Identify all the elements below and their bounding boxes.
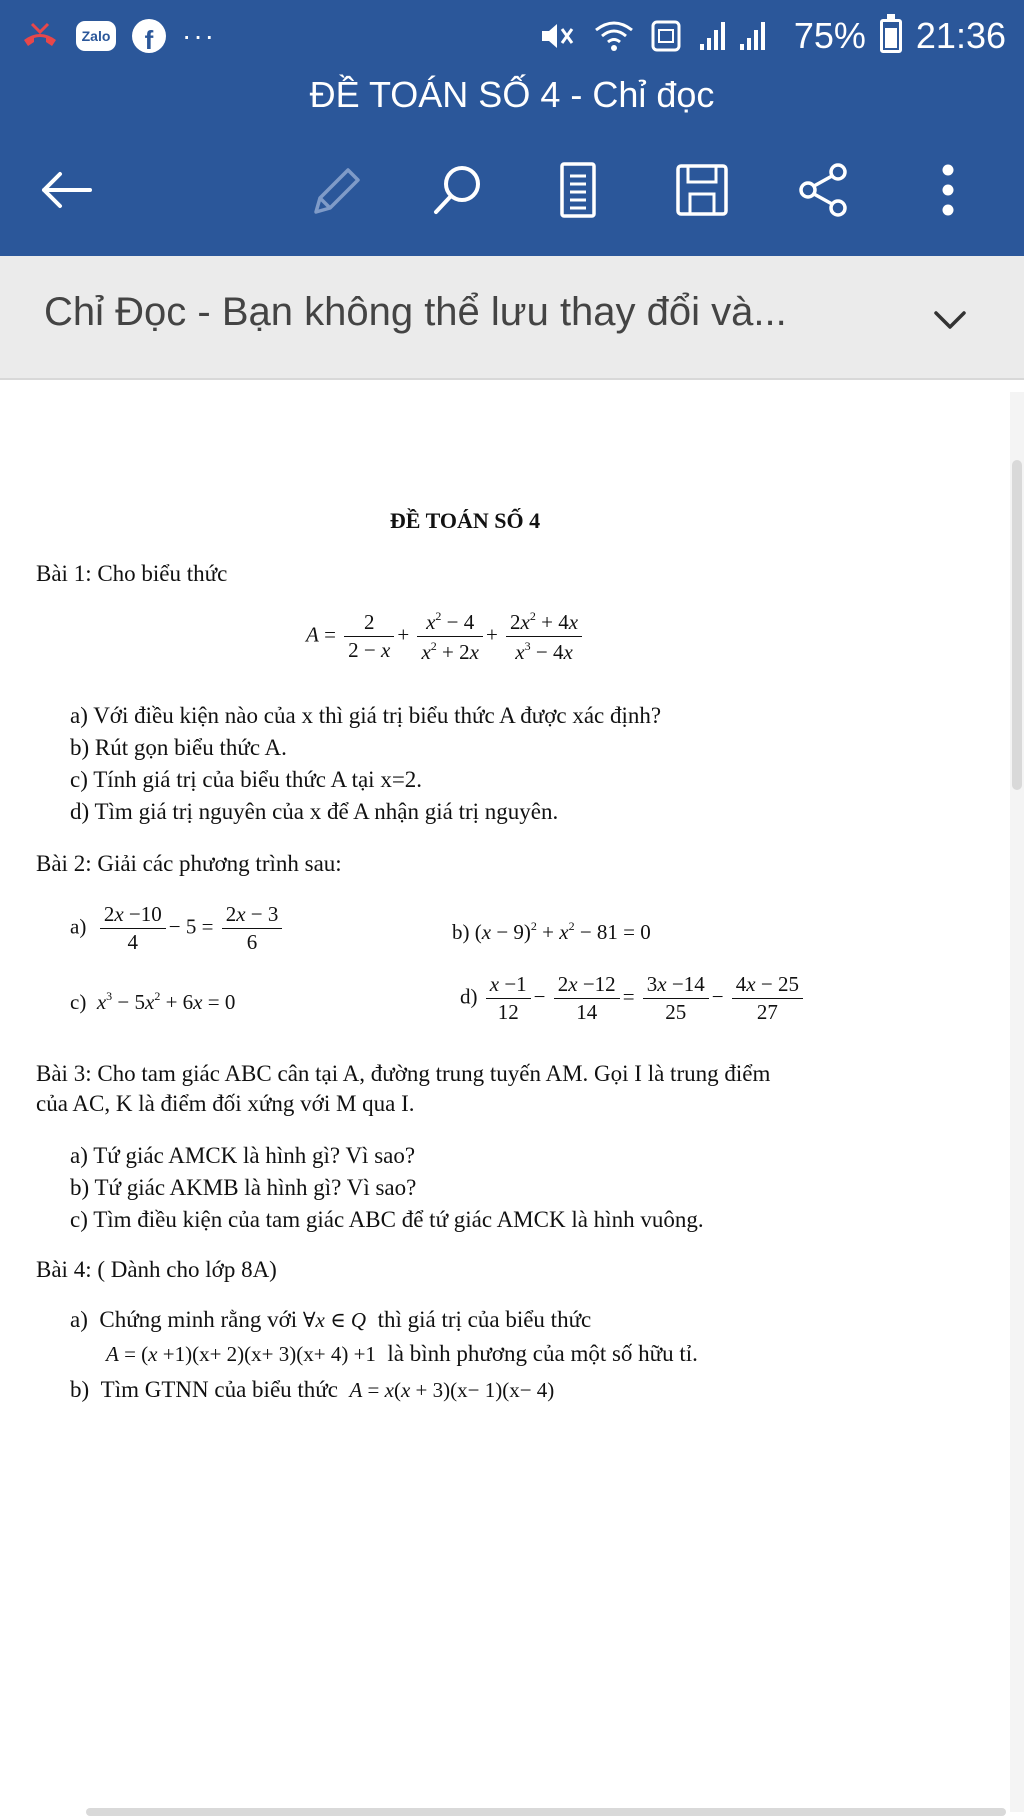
bai1-item-c: c) Tính giá trị của biểu thức A tại x=2. [70, 767, 423, 792]
bai2-equation-c: c) $x^3 - 5x^2 + 6x = 0$ [70, 989, 236, 1014]
expand-banner-button[interactable] [926, 296, 974, 344]
bai1-heading: Bài 1: Cho biểu thức [36, 561, 228, 586]
mute-icon [538, 18, 578, 54]
edit-pencil-icon [308, 162, 364, 218]
bai4-item-a-line2: A = (x +1)(x+ 2)(x+ 3)(x+ 4) +1 là bình phương của một số hữu tỉ. [106, 1341, 698, 1366]
back-arrow-icon [38, 168, 94, 212]
missed-call-icon [20, 18, 60, 54]
bai4-b-text: Tìm GTNN của biểu thức [100, 1377, 338, 1402]
read-only-banner[interactable] [0, 256, 1024, 380]
signal-icon [696, 18, 780, 54]
bai1-item-a: a) Với điều kiện nào của x thì giá trị biểu thức A được xác định? [70, 703, 662, 728]
zalo-icon: Zalo [76, 21, 116, 51]
bai2-equation-a: a) $\frac{2x -10}{4}$ − 5 = $\frac{2x - 3}{6}$ [70, 904, 285, 953]
vertical-scrollbar-thumb[interactable] [1012, 460, 1022, 790]
reading-view-button[interactable] [538, 150, 618, 230]
battery-percent: 75% [793, 15, 866, 56]
toolbar [0, 150, 1024, 230]
bai4-item-a: a) Chứng minh rằng với ∀x ∈ Q thì giá trị của biểu thức [70, 1307, 592, 1332]
wifi-icon [592, 18, 636, 54]
share-button[interactable] [784, 150, 864, 230]
status-bar [0, 0, 1024, 72]
back-button[interactable] [26, 150, 106, 230]
bai1-item-d: d) Tìm giá trị nguyên của x để A nhận giá trị nguyên. [70, 799, 559, 824]
bai3-heading-line1: Bài 3: Cho tam giác ABC cân tại A, đường trung tuyến AM. Gọi I là trung điểm [36, 1061, 771, 1086]
bai2-heading: Bài 2: Giải các phương trình sau: [36, 851, 342, 876]
more-options-button[interactable] [908, 150, 988, 230]
bai3-item-a: a) Tứ giác AMCK là hình gì? Vì sao? [70, 1143, 416, 1168]
search-icon [430, 162, 486, 218]
status-left [20, 16, 216, 56]
app-header [0, 0, 1024, 256]
chevron-down-icon [932, 308, 968, 332]
bai1-item-b: b) Rút gọn biểu thức A. [70, 735, 287, 760]
read-only-message: Chỉ Đọc - Bạn không thể lưu thay đổi và... [44, 290, 787, 334]
bai4-a-text: thì giá trị của biểu thức [377, 1307, 592, 1332]
battery-icon [880, 19, 902, 53]
bai4-item-b: b) Tìm GTNN của biểu thức A = x(x + 3)(x− 1)(x− 4) [70, 1377, 555, 1402]
more-options-icon [938, 162, 958, 218]
horizontal-scrollbar[interactable] [86, 1808, 1006, 1816]
bai4-a-text2: là bình phương của một số hữu tỉ. [387, 1341, 698, 1366]
save-icon [672, 160, 732, 220]
bai2-equation-d: d) $\frac{x -1}{12}$ − $\frac{2x -12}{14}$ = $\frac{3x -14}{25}$ − $\frac{4x - 25}{27}$ [460, 974, 806, 1023]
bai3-item-c: c) Tìm điều kiện của tam giác ABC để tứ giác AMCK là hình vuông. [70, 1207, 704, 1232]
share-icon [794, 160, 854, 220]
bai2-equation-b: b) $(x - 9)^2 + x^2 - 81 = 0$ [452, 919, 651, 944]
more-notifications-icon: ··· [182, 20, 216, 51]
reading-view-icon [556, 160, 600, 220]
save-button[interactable] [662, 150, 742, 230]
page-title: ĐỀ TOÁN SỐ 4 [389, 508, 541, 533]
facebook-icon: f [132, 19, 166, 53]
document-page[interactable] [0, 392, 1008, 1812]
search-button[interactable] [418, 150, 498, 230]
edit-button[interactable] [296, 150, 376, 230]
bai4-heading: Bài 4: ( Dành cho lớp 8A) [36, 1257, 277, 1282]
nfc-icon [650, 18, 682, 54]
bai3-item-b: b) Tứ giác AKMB là hình gì? Vì sao? [70, 1175, 417, 1200]
document-title: ĐỀ TOÁN SỐ 4 - Chỉ đọc [309, 74, 715, 115]
clock: 21:36 [915, 15, 1006, 56]
status-right [538, 12, 1006, 60]
bai3-heading-line2: của AC, K là điểm đối xứng với M qua I. [36, 1091, 415, 1116]
bai1-expression: A = $\frac{2}{2 - x}$ + $\frac{x^2 - 4}{x^2 + 2x}$ + $\frac{2x^2 + 4x}{x^3 - 4x}$ [306, 610, 585, 663]
